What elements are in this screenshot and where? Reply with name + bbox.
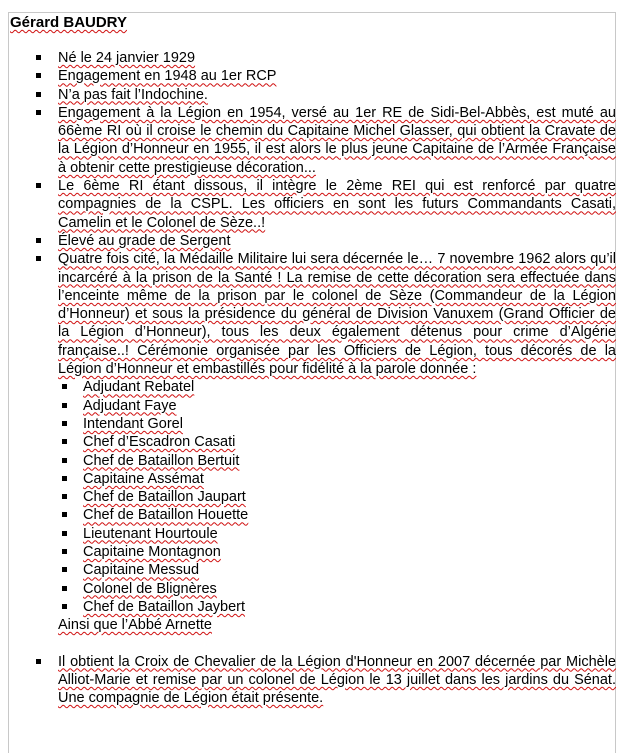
officer-item: Chef d’Escadron Casati <box>58 433 616 451</box>
officer-item: Intendant Gorel <box>58 415 616 433</box>
list-item-birth: Né le 24 janvier 1929 <box>0 49 630 67</box>
officer-item: Adjudant Faye <box>58 397 616 415</box>
list-item-legion-honneur-2007: Il obtient la Croix de Chevalier de la Légion d'Honneur en 2007 décernée par Michèle Alliot-Marie et remise par un colonel de Légion le 13 juillet dans les jardins du Sénat. Une compagnie de Légion était présente. <box>0 653 630 708</box>
list-item-legion-1954: Engagement à la Légion en 1954, versé au 1er RE de Sidi-Bel-Abbès, est muté au 66ème RI où il croise le chemin du Capitaine Michel Glasser, qui obtient la Cravate de la Légion d’Honneur en 1955, il est alors le plus jeune Capitaine de l’Armée Française à obtenir cette prestigieuse décoration... <box>0 104 630 177</box>
officer-item: Chef de Bataillon Jaupart <box>58 488 616 506</box>
officer-item: Adjudant Rebatel <box>58 378 616 396</box>
officer-item: Capitaine Montagnon <box>58 543 616 561</box>
officer-item: Lieutenant Hourtoule <box>58 525 616 543</box>
officer-item: Colonel de Blignères <box>58 580 616 598</box>
abbe-line: Ainsi que l’Abbé Arnette <box>58 617 212 634</box>
officers-list <box>58 378 616 616</box>
officer-item: Capitaine Assémat <box>58 470 616 488</box>
list-item-2nd-rei: Le 6ème RI étant dissous, il intègre le 2ème REI qui est renforcé par quatre compagnies de la CSPL. Les officiers en sont les futurs Commandants Casati, Camelin et le Colonel de Sèze..! <box>0 177 630 232</box>
officer-item: Capitaine Messud <box>58 561 616 579</box>
list-item-enlistment-1948: Engagement en 1948 au 1er RCP <box>0 67 630 85</box>
blank-line <box>58 635 616 653</box>
list-item-indochina: N’a pas fait l’Indochine. <box>0 86 630 104</box>
document-body <box>0 49 630 707</box>
list-item-medaille-militaire: Quatre fois cité, la Médaille Militaire lui sera décernée le… 7 novembre 1962 alors qu’il incarcéré à la prison de la Santé ! La remise de cette décoration sera effectuée dans l’enceinte même de la prison par le colonel de Sèze (Commandeur de la Légion d’Honneur) et sous la présidence du général de Division Vanuxem (Grand Officier de la Légion d’Honneur), tous les deux également détenus pour crime d’Algérie française..! Cérémonie organisée par les Officiers de Légion, tous décorés de la Légion d’Honneur et embastillés pour fidélité à la parole donnée : Adjudant Rebatel Adjudant Faye Intendant Gorel Chef d’Escadron Casati Chef de Bataillon Bertuit Capitaine Assémat Chef de Bataillon Jaupart Chef de Bataillon Houette Lieutenant Hourtoule Capitaine Montagnon Capitaine Messud Colonel de Blignères Chef de Bataillon Jaybert Ainsi que l’Abbé Arnette <box>0 250 630 652</box>
list-item-sergent: Élevé au grade de Sergent <box>0 232 630 250</box>
officer-item: Chef de Bataillon Jaybert <box>58 598 616 616</box>
officer-item: Chef de Bataillon Bertuit <box>58 452 616 470</box>
biography-list <box>0 49 630 707</box>
officer-item: Chef de Bataillon Houette <box>58 506 616 524</box>
document-title: Gérard BAUDRY <box>10 14 127 31</box>
